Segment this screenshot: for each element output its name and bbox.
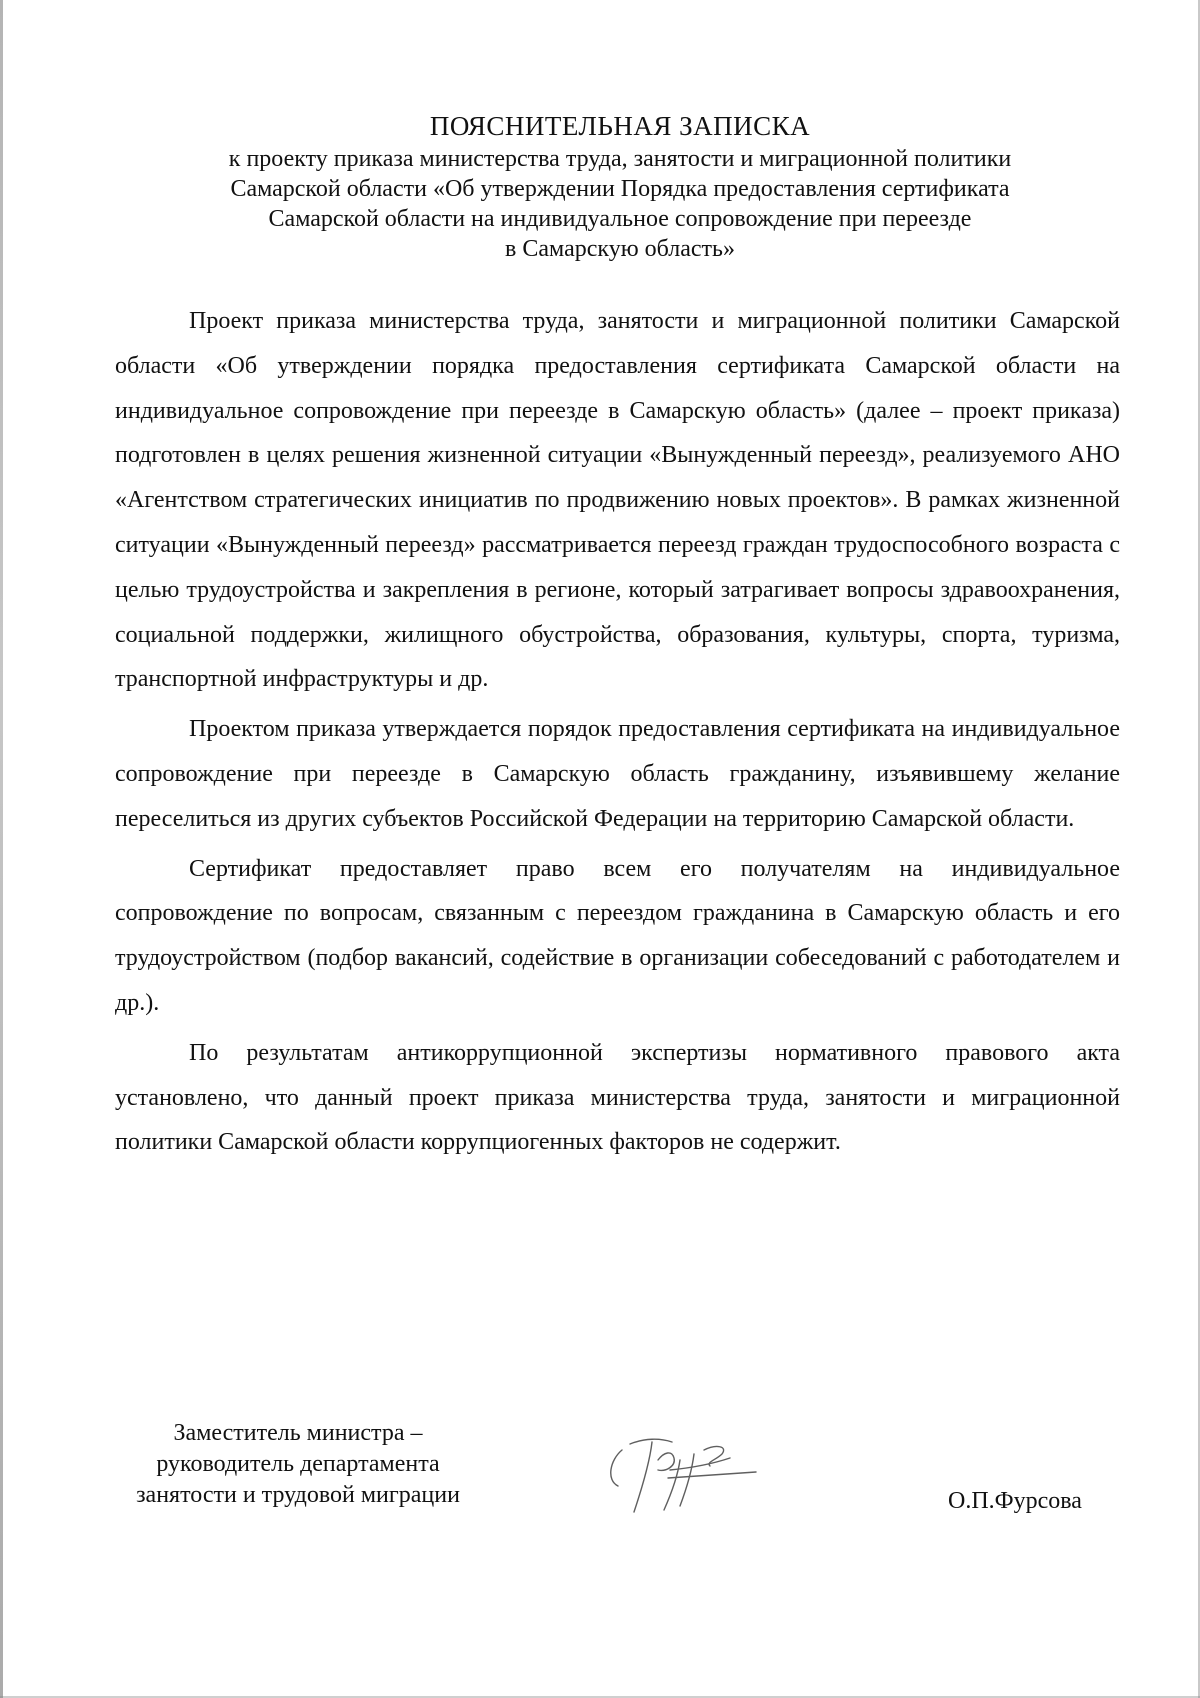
signatory-position-line: занятости и трудовой миграции [136, 1482, 460, 1508]
signatory-position-line: Заместитель министра – [173, 1420, 423, 1446]
subtitle-line: Самарской области на индивидуальное сопровождение при переезде [268, 206, 972, 232]
document-body [115, 299, 1120, 1165]
document-heading [150, 108, 1090, 264]
signatory-position-line: руководитель департамента [156, 1451, 440, 1477]
signatory-name: О.П.Фурсова [948, 1488, 1082, 1514]
document-title: ПОЯСНИТЕЛЬНАЯ ЗАПИСКА [429, 111, 811, 141]
scan-edge-left [0, 0, 3, 1698]
body-paragraph: По результатам антикоррупционной экспертизы нормативного правового акта установлено, что данный проект приказа министерства труда, занятости и миграционной политики Самарской области коррупциогенных факторов не содержит. [115, 1039, 1120, 1156]
subtitle-line: Самарской области «Об утверждении Порядка предоставления сертификата [230, 176, 1010, 202]
signatory-position [118, 1418, 478, 1511]
document-subtitle [150, 144, 1090, 264]
subtitle-line: к проекту приказа министерства труда, занятости и миграционной политики [228, 146, 1012, 172]
body-paragraph: Сертификат предоставляет право всем его получателям на индивидуальное сопровождение по вопросам, связанным с переездом гражданина в Самарскую область и его трудоустройством (подбор вакансий, содействие в организации собеседований с работодателем и др.). [115, 855, 1120, 1016]
body-paragraph: Проектом приказа утверждается порядок предоставления сертификата на индивидуальное сопровождение при переезде в Самарскую область гражданину, изъявившему желание переселиться из других субъектов Российской Федерации на территорию Самарской области. [115, 716, 1120, 832]
body-paragraph: Проект приказа министерства труда, занятости и миграционной политики Самарской области «Об утверждении порядка предоставления сертификата Самарской области на индивидуальное сопровождение при переезде в Самарскую область» (далее – проект приказа) подготовлен в целях решения жизненной ситуации «Вынужденный переезд», реализуемого АНО «Агентством стратегических инициатив по продвижению новых проектов». В рамках жизненной ситуации «Вынужденный переезд» рассматривается переезд граждан трудоспособного возраста с целью трудоустройства и закрепления в регионе, который затрагивает вопросы здравоохранения, социальной поддержки, жилищного обустройства, образования, культуры, спорта, туризма, транспортной инфраструктуры и др. [115, 308, 1120, 693]
subtitle-line: в Самарскую область» [505, 236, 735, 262]
handwritten-signature [600, 1420, 780, 1520]
